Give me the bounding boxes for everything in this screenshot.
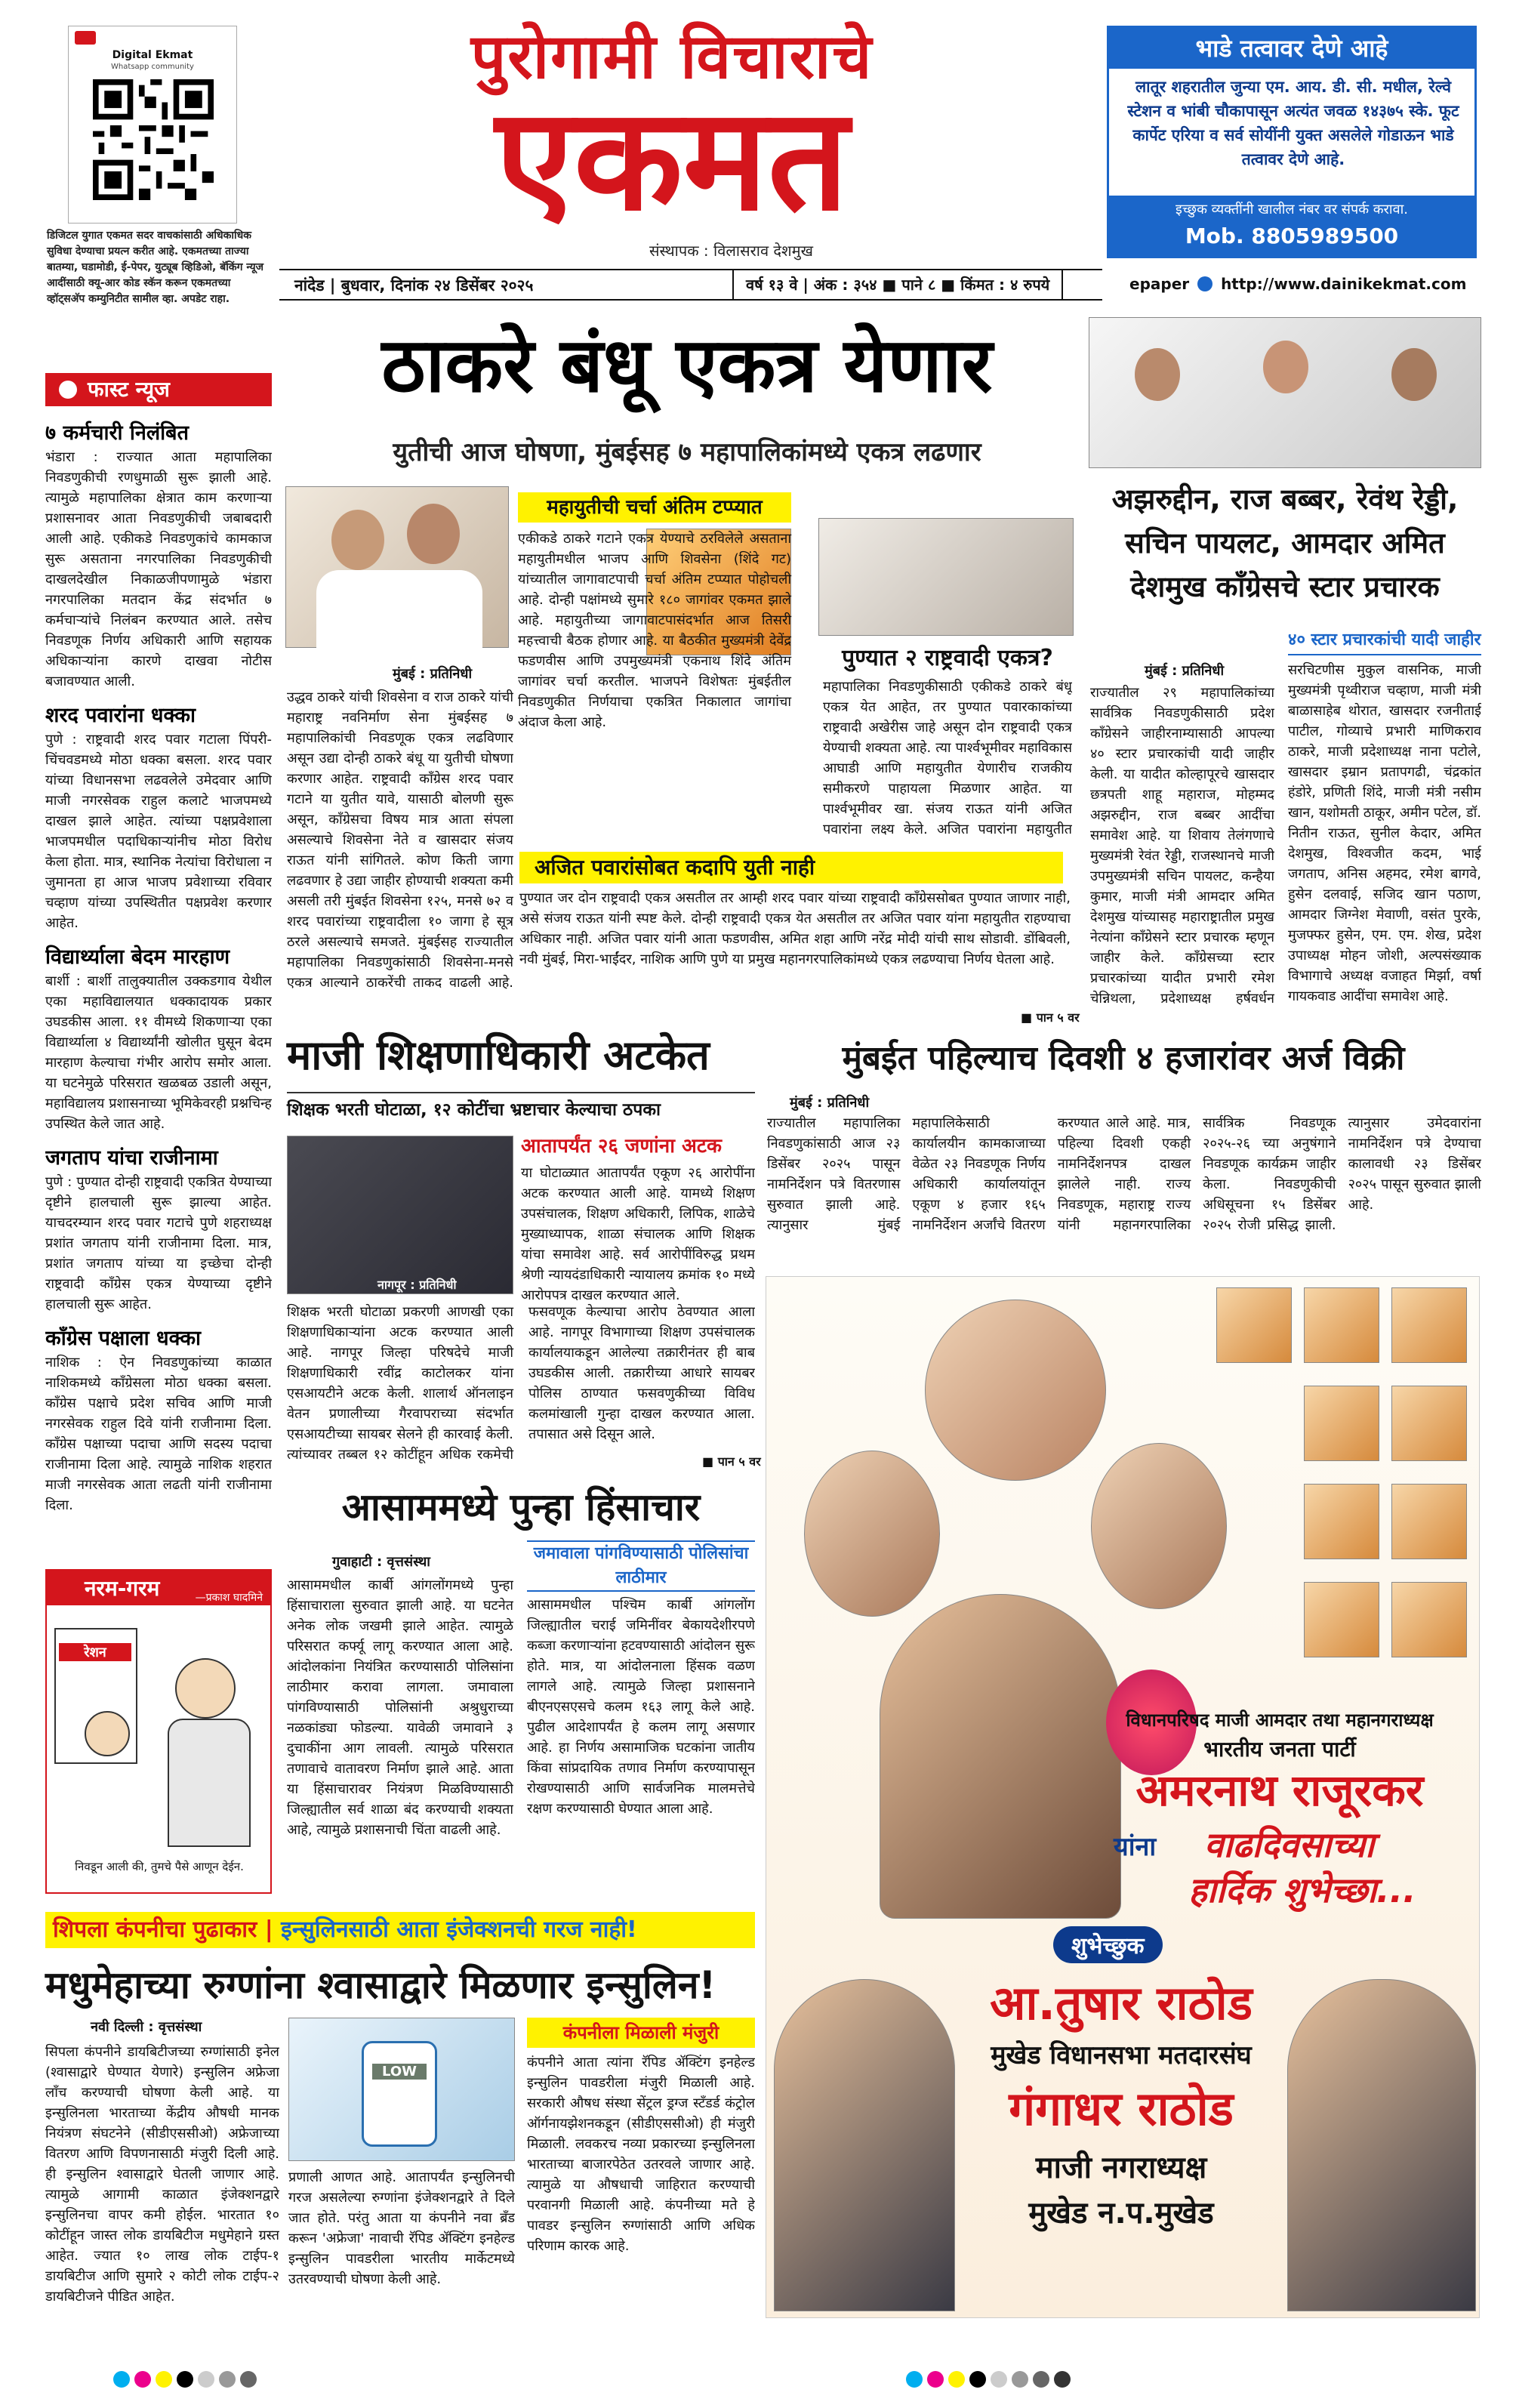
registration-dot [991,2371,1007,2388]
wisher-2-place: मुखेड न.प.मुखेड [1028,2196,1214,2231]
arrest-subhead: शिक्षक भरती घोटाळा, १२ कोटींचा भ्रष्टाचार केल्याचा ठपका [287,1092,755,1124]
ad-honoree-name: अमरनाथ राजूरकर [1135,1765,1424,1816]
fast-news-item [45,420,272,692]
arrest-byline: नागपूर : प्रतिनिधी [377,1278,457,1292]
registration-dot [927,2371,944,2388]
registration-marks-right [906,2371,1075,2391]
strip-left: शिपला कंपनीचा पुढाकार | [53,1916,273,1943]
insulin-body-2: प्रणाली आणत आहे. आतापर्यंत इन्सुलिनची गरज असलेल्या रुग्णांना इंजेक्शनद्वारे ते दिले जात होते. परंतु आता या कंपनीने नवा ब्रँड करून 'अफ्रेजा' नावाची रॅपिड ॲक्टिंग इनहेल्ड इन्सुलिन पावडरीला भारतीय मार्केटमध्ये उतरवण्याची घोषणा केली आहे. [288,2169,515,2287]
ad-top-footer [1109,196,1474,256]
leader-portrait [1391,1582,1467,1657]
assam-side-title: जमावाला पांगविण्यासाठी पोलिसांचा लाठीमार [527,1540,755,1592]
pawar-photo [818,518,1074,636]
wisher-2-name: गंगाधर राठोड [1009,2081,1234,2136]
forms-headline: मुंबईत पहिल्याच दिवशी ४ हजारांवर अर्ज विक्री [842,1039,1405,1078]
assam-body: आसाममधील कार्बी आंगलोंगमध्ये पुन्हा हिंसाचाराला सुरुवात झाली आहे. या घटनेत अनेक लोक जखमी झाले आहेत. त्यामुळे परिसरात कर्फ्यू लागू करण्यात आला आहे. आंदोलकांना नियंत्रित करण्यासाठी पोलिसांना लाठीमार करावा लागला. जमावाला पांगविण्यासाठी पोलिसांनी अश्रुधुराच्या नळकांड्या फोडल्या. यावेळी जमावाने ३ दुचाकींना आग लावली. त्यामुळे परिसरात तणावाचे वातावरण निर्माण झाले आहे. आता या हिंसाचारावर नियंत्रण मिळविण्यासाठी जिल्ह्यातील सर्व शाळा बंद करण्याची शक्यता आहे, त्यामुळे प्रशासनाची चिंता वाढली आहे. [287,1577,513,1838]
ad-top-mobile: Mob. 8805989500 [1185,224,1399,248]
mahayuti-box [518,492,791,849]
arrest-photo [287,1136,513,1294]
qr-code[interactable] [93,79,214,200]
ad-top-body: लातूर शहरातील जुन्या एम. आय. डी. सी. मधील, रेल्वे स्टेशन व भांबी चौकापासून अत्यंत जवळ १४३७५ स्के. फूट कार्पेट एरिया व सर्व सोयींनी युक्त असलेले गोडाऊन भाडे तत्वावर देणे आहे. [1127,78,1459,168]
insulin-byline: नवी दिल्ली : वृत्तसंस्था [91,2019,202,2035]
arrest-continued: ■ पान ५ वर [702,1454,761,1469]
qr-blurb: डिजिटल युगात एकमत सदर वाचकांसाठी अधिकाधिक सुविधा देण्याचा प्रयत्न करीत आहे. एकमतच्या ताज्या बातम्या, घडामोडी, ई-पेपर, युट्यूब व्हिडिओ, बॅकिंग न्यूज आदींसाठी क्यू-आर कोड स्कॅन करून एकमतच्या व्हॉट्सअ‍ॅप कम्युनिटीत सामील व्हा. अपडेट राहा. [47,230,263,305]
fast-news-body: बार्शी : बार्शी तालुक्यातील उक्कडगाव येथील एका महाविद्यालयात धक्कादायक प्रकार उघडकीस आला. ११ वीमध्ये शिकणाऱ्या एका विद्यार्थ्याला ४ विद्यार्थ्यांनी खोलीत घुसून बेदम मारहाण केल्याचा गंभीर आरोप समोर आला. या घटनेमुळे परिसरात खळबळ उडाली असून, महाविद्यालय प्रशासनाच्या भूमिकेवरही प्रश्नचिन्ह उपस्थित केले जात आहे. [45,973,272,1132]
founder-line: संस्थापक : विलासराव देशमुख [649,242,813,260]
leader-portrait [1391,1287,1467,1363]
cartoon-figure-1 [85,1711,130,1756]
arrest-headline: माजी शिक्षणाधिकारी अटकेत [287,1031,710,1079]
wisher-photo-1 [774,1979,955,2311]
masthead-title: एकमत [495,77,849,242]
leader-portrait [1304,1582,1379,1657]
dateline: नांदेड | बुधवार, दिनांक २४ डिसेंबर २०२५ [294,276,534,294]
cartoon-caption: निवडून आली की, तुमचे पैसे आणून देईन. [75,1860,244,1873]
portrait-grid [1216,1287,1473,1677]
registration-dot [113,2371,130,2388]
congress-body: राज्यातील २९ महापालिकांच्या सार्वत्रिक निवडणुकीसाठी प्रदेश काँग्रेसने जाहीरनाम्यासाठी आपल्या ४० स्टार प्रचारकांची यादी जाहीर केली. या यादीत कोल्हापूरचे खासदार छत्रपती शाहू महाराज, मोहम्मद अझरुद्दीन, राज बब्बर आदींचा समावेश आहे. या शिवाय तेलंगणाचे मुख्यमंत्री रेवंत रेड्डी, राजस्थानचे माजी उपमुख्यमंत्री सचिन पायलट, कन्हैया कुमार, माजी मंत्री आमदार अमित देशमुख यांच्यासह महाराष्ट्रातील प्रमुख नेत्यांना काँग्रेसने स्टार प्रचारक म्हणून जाहीर केले. काँग्रेसच्या स्टार प्रचारकांच्या यादीत प्रभारी रमेश चेन्निथला, प्रदेशाध्यक्ष हर्षवर्धन [1090,685,1274,1006]
leader-face [1135,348,1180,401]
congress-byline: मुंबई : प्रतिनिधी [1145,663,1225,679]
cartoon-artist: —प्रकाश घादमिने [195,1592,263,1604]
leader-face [1263,341,1308,393]
cartoon-body-2 [168,1719,251,1847]
forms-body: राज्यातील महापालिका निवडणुकांसाठी आज २३ डिसेंबर २०२५ पासून नामनिर्देशन पत्रे वितरणास सुरुवात झाली आहे. त्यानुसार मुंबई महापालिकेसाठी कार्यालयीन कामकाजाच्या वेळेत २३ निवडणूक निर्णय अधिकारी कार्यालयांतून एकूण ४ हजार १६५ नामनिर्देशन अर्जांचे वितरण करण्यात आले आहे. मात्र, पहिल्या दिवशी एकही नामनिर्देशनपत्र दाखल झालेले नाही. राज्य निवडणूक, महाराष्ट्र राज्य यांनी महानगरपालिका सार्वत्रिक निवडणूक २०२५-२६ च्या अनुषंगाने निवडणूक कार्यक्रम जाहीर केला. निवडणुकीची अधिसूचना १५ डिसेंबर २०२५ रोजी प्रसिद्ध झाली. त्यानुसार उमेदवारांना नामनिर्देशन पत्रे देण्याचा कालावधी २३ डिसेंबर २०२५ पासून सुरुवात झाली आहे. [767,1115,1481,1233]
insulin-box-body: कंपनीने आता त्यांना रॅपिड ॲक्टिंग इनहेल्ड इन्सुलिन पावडरीला मंजुरी मिळाली आहे. सरकारी औषध संस्था सेंट्रल ड्रग्ज स्टँडर्ड कंट्रोल ऑर्गनायझेशनकडून (सीडीएससीओ) ही मंजुरी मिळाली. लवकरच नव्या प्रकारच्या इन्सुलिनला भारताच्या बाजारपेठेत उतरवले जाणार आहे. त्यामुळे या औषधाची जाहिरात करण्याची परवानगी मिळाली आहे. कंपनीच्या मते हे पावडर इन्सुलिन रुग्णांसाठी आणि अधिक परिणाम कारक आहे. [527,2055,755,2254]
registration-dot [1054,2371,1071,2388]
registration-marks-left [113,2371,261,2391]
cartoon-figure-2 [175,1658,236,1719]
cartoon-drawing [54,1613,263,1855]
registration-dot [906,2371,923,2388]
registration-dot [240,2371,257,2388]
arrest-body: शिक्षक भरती घोटाळा प्रकरणी आणखी एका शिक्षणाधिकाऱ्यांना अटक करण्यात आली आहे. नागपूर जिल्हा परिषदेचे माजी शिक्षणाधिकारी रवींद्र काटोलकर यांना एसआयटीने अटक केली. शालार्थ ऑनलाइन वेतन प्रणालीच्या गैरवापराच्या संदर्भात एसआयटीच्या सायबर सेलने ही कारवाई केली. त्यांच्यावर तब्बल १२ कोटींहून अधिक रकमेची फसवणूक केल्याचा आरोप ठेवण्यात आला आहे. नागपूर विभागाच्या शिक्षण उपसंचालक कार्यालयाकडून आलेल्या तक्रारीनंतर ही बाब उघडकीस आली. तक्रारीच्या आधारे सायबर पोलिस ठाण्यात फसवणुकीच्या विविध कलमांखाली गुन्हा दाखल करण्यात आला. तपासात असे दिसून आले. [287,1304,755,1463]
congress-headline: अझरुद्दीन, राज बब्बर, रेवंथ रेड्डी, सचिन पायलट, आमदार अमित देशमुख काँग्रेसचे स्टार प्रचारक [1111,483,1459,603]
leader-portrait [1391,1484,1467,1559]
masthead-tagline: पुरोगामी विचाराचे [470,21,874,93]
ad-top[interactable] [1107,26,1477,258]
ad-greet-yanna: यांना [1114,1832,1157,1862]
fast-news-item [45,702,272,933]
ration-sign: रेशन [59,1643,131,1661]
congress-list-title: ४० स्टार प्रचारकांची यादी जाहीर [1288,627,1481,655]
ekmat-mini-logo [75,31,96,45]
registration-dot [219,2371,236,2388]
assam-headline: आसाममध्ये पुन्हा हिंसाचार [341,1485,701,1529]
ajit-body: पुण्यात जर दोन राष्ट्रवादी एकत्र असतील तर आम्ही शरद पवार यांच्या राष्ट्रवादी काँग्रेससोबत पुण्यात जाणार नाही, असे संजय राऊत यांनी स्पष्ट केले. दोन्ही राष्ट्रवादी एकत्र येत असतील तर अजित पवार यांना महायुतीत राहण्याचा अधिकार नाही. अजित पवार यांनी आता फडणवीस, अमित शहा आणि नरेंद्र मोदी यांची साथ सोडावी. डोंबिवली, नवी मुंबई, मिरा-भाईंदर, नाशिक आणि पुणे या प्रमुख महानगरपालिकांमध्ये एकत्र लढण्याचा निर्णय घेतला आहे. [519,890,1071,967]
ad-party: भारतीय जनता पार्टी [1203,1737,1356,1762]
globe-icon [1197,276,1212,291]
fast-news-item [45,1325,272,1515]
wisher-photo-2 [1287,1979,1476,2311]
fast-news-body: पुणे : राष्ट्रवादी शरद पवार गटाला पिंपरी-चिंचवडमध्ये मोठा धक्का बसला. शरद पवार यांच्या विधानसभा लढवलेले उमेदवार आणि माजी नगरसेवक राहुल कलाटे भाजपमध्ये दाखल झाले आहेत. त्यांच्या पक्षप्रवेशाला भाजपमधील पदाधिकाऱ्यांनीच मोठा विरोध केला होता. मात्र, स्थानिक नेत्यांचा विरोधाला न जुमानता हा आज भाजप प्रवेशाच्या रविवार चव्हाण यांच्या उपस्थितीत पक्षप्रवेश करणार आहेत. [45,732,272,931]
cartoon-box [45,1569,272,1894]
fast-news-title: शरद पवारांना धक्का [45,704,196,727]
registration-dot [969,2371,986,2388]
lead-body: उद्धव ठाकरे यांची शिवसेना व राज ठाकरे यांची महाराष्ट्र नवनिर्माण सेना मुंबईसह ७ महापालिकांची निवडणूक एकत्र लढविणार असून उद्या दोन्ही ठाकरे बंधू या युतीची घोषणा करणार आहेत. राष्ट्रवादी काँग्रेस शरद पवार गटाने या युतीत यावे, यासाठी बोलणी सुरू असून, काँग्रेसचा विषय मात्र आता संपला असल्याचे शिवसेना नेते व खासदार संजय राऊत यांनी सांगितले. कोण किती जागा लढवणार हे उद्या जाहीर होण्याची शक्यता कमी असली तरी मुंबईत शिवसेना १२५, मनसे ७२ व शरद पवारांच्या राष्ट्रवादीला १० जागा हे सूत्र ठरले असल्याचे समजते. मुंबईसह राज्यातील महापालिका निवडणुकांसाठी शिवसेना-मनसे एकत्र आल्याने ठाकरेंची ताकद वाढली आहे. [287,689,513,991]
assam-body-2: आसाममधील पश्चिम कार्बी आंगलोंग जिल्ह्यातील चराई जमिनींवर बेकायदेशीरपणे कब्जा करणाऱ्यांना हटवण्यासाठी आंदोलन सुरू होते. मात्र, या आंदोलनाला हिंसक वळण लागले आहे. त्यामुळे जिल्हा प्रशासनाने बीएनएसएसचे कलम १६३ लागू केले आहे. पुढील आदेशापर्यंत हे कलम लागू असणार आहे. हा निर्णय असामाजिक घटकांना जातीय किंवा सांप्रदायिक तणाव निर्माण करण्यापासून रोखण्यासाठी आणि सार्वजनिक मालमत्तेचे रक्षण करण्यासाठी घेण्यात आला आहे. [527,1597,755,1817]
arrest-box-title: आतापर्यंत २६ जणांना अटक [521,1135,722,1158]
lead-headline: ठाकरे बंधू एकत्र येणार [381,321,993,409]
registration-dot [1033,2371,1049,2388]
lead-continued: ■ पान ५ वर [1021,1010,1080,1025]
insulin-box-title: कंपनीला मिळाली मंजुरी [527,2018,755,2048]
ad-top-contact: इच्छुक व्यक्तींनी खालील नंबर वर संपर्क करावा. [1176,202,1408,217]
epaper-label: epaper [1129,275,1190,293]
leader-portrait [1304,1484,1379,1559]
registration-dot [948,2371,965,2388]
glucometer-reading: LOW [372,2064,427,2080]
fadnavis-portrait [925,1300,1106,1481]
registration-dot [156,2371,172,2388]
thackeray-photo [285,486,509,648]
dateline-bar [279,269,1102,301]
leader-face [1391,348,1437,401]
fast-news-header: फास्ट न्यूज [45,373,272,406]
mahayuti-title: महायुतीची चर्चा अंतिम टप्प्यात [518,492,791,523]
birthday-ad[interactable] [766,1276,1480,2318]
mahayuti-body: एकीकडे ठाकरे गटाने एकत्र येण्याचे ठरविलेले असताना महायुतीमधील भाजप आणि शिवसेना (शिंदे गट) यांच्यातील जागावाटपाची चर्चा अंतिम टप्प्यात पोहोचली आहे. दोन्ही पक्षांमध्ये सुमारे १८० जागांवर एकमत झाले आहे. महायुतीच्या जागावाटपासंदर्भात आज तिसरी महत्त्वाची बैठक होणार आहे. या बैठकीत मुख्यमंत्री देवेंद्र फडणवीस आणि उपमुख्यमंत्री एकनाथ शिंदे अंतिम जागांवर चर्चा करतील. भाजपने विशेषतः मुंबईतील निवडणुकीत निर्णयाचा एकत्रित निकालात जागांचा अंदाज केला आहे. [518,531,791,730]
glucometer-device [362,2041,437,2147]
fast-news-title: ७ कर्मचारी निलंबित [45,421,189,445]
wisher-1-name: आ.तुषार राठोड [990,1975,1253,2030]
assam-byline: गुवाहाटी : वृत्तसंस्था [332,1554,430,1570]
pune-body: महापालिका निवडणुकीसाठी एकीकडे ठाकरे बंधू एकत्र येत आहेत, तर पुण्यात पवारकाकांच्या राष्ट्रवादी अखेरीस जाहे असून दोन राष्ट्रवादी एकत्र येण्याची शक्यता आहे. त्या पार्श्वभूमीवर महाविकास आघाडी आणि महायुतीत येणारीच राजकीय समीकरणे पाहायला मिळणार आहेत. या पार्श्वभूमीवर खा. संजय राऊत यांनी अजित पवारांना लक्ष्य केले. अजित पवारांना महायुतीत [823,679,1072,837]
qr-box [68,26,237,224]
wisher-2-role: माजी नगराध्यक्ष [1035,2151,1207,2185]
cartoon-title: नरम-गरम [85,1576,160,1601]
photo-face-1 [331,510,384,570]
ad-greet-birthday: वाढदिवसाच्या [1204,1824,1375,1865]
pune-title: पुण्यात २ राष्ट्रवादी एकत्र? [842,645,1053,671]
leader-portrait [1304,1386,1379,1461]
registration-dot [1012,2371,1028,2388]
photo-face-2 [407,504,460,564]
lead-subhead: युतीची आज घोषणा, मुंबईसह ७ महापालिकांमध्ये एकत्र लढणार [393,437,981,467]
fast-news-title: काँग्रेस पक्षाला धक्का [45,1327,202,1350]
insulin-headline: मधुमेहाच्या रुग्णांना श्वासाद्वारे मिळणार इन्सुलिन! [45,1963,716,2007]
forms-byline: मुंबई : प्रतिनिधी [790,1095,870,1111]
ad-greet-wishes: हार्दिक शुभेच्छा... [1188,1870,1416,1910]
leader-portrait [1304,1287,1379,1363]
fast-news-body: भंडारा : राज्यात आता महापालिका निवडणुकीची रणधुमाळी सुरू झाली आहे. त्यामुळे महापालिका क्षेत्रात काम करणाऱ्या प्रशासनावर आता निवडणुकीची जबाबदारी आली आहे. एकीकडे निवडणुकांचे कामकाज सुरू असताना नगरपालिका निवडणुकीची दाखलदेखील निकाळजीपणामुळे भंडारा नगरपालिका मतदान केंद्र संदर्भात ७ कर्मचाऱ्यांचे निलंबन करण्यात आले. तसेच निवडणूक निर्णय अधिकारी आणि सहायक अधिकाऱ्यांना कारणे दाखवा नोटीस बजावण्यात आली. [45,449,272,689]
insulin-strip [45,1912,755,1948]
leader-portrait [1216,1287,1292,1363]
lead-byline: मुंबई : प्रतिनिधी [393,666,473,682]
edition-meta: वर्ष १३ वे | अंक : ३५४ ■ पाने ८ ■ किंमत : ४ रुपये [732,270,1063,299]
strip-right: इन्सुलिनसाठी आता इंजेक्शनची गरज नाही! [281,1916,637,1943]
leader-portrait [1391,1386,1467,1461]
ajit-title: अजित पवारांसोबत कदापि युती नाही [519,852,1063,883]
registration-dot [134,2371,151,2388]
leader-portrait-right [1091,1443,1227,1609]
epaper-line[interactable] [1129,275,1466,293]
fast-news-item [45,944,272,1134]
wisher-badge: शुभेच्छुक [1053,1926,1163,1963]
qr-label: Digital Ekmat [112,49,193,61]
fast-news-item [45,1145,272,1315]
ad-role: विधानपरिषद माजी आमदार तथा महानगराध्यक्ष [1126,1710,1434,1731]
wisher-1-role: मुखेड विधानसभा मतदारसंघ [991,2040,1252,2070]
arrest-box-body: या घोटाळ्यात आतापर्यंत एकूण २६ आरोपींना अटक करण्यात आली आहे. यामध्ये शिक्षण उपसंचालक, शिक्षण अधिकारी, लिपिक, शाळेचे मुख्याध्यापक, शाळा संचालक आणि शिक्षक यांचा समावेश आहे. सर्व आरोपींविरुद्ध प्रथम श्रेणी न्यायदंडाधिकारी न्यायालय क्रमांक १० मध्ये आरोपपत्र दाखल करण्यात आले. [521,1165,755,1303]
congress-leaders-photo [1089,317,1481,468]
fast-news-body: नाशिक : ऐन निवडणुकांच्या काळात नाशिकमध्ये काँग्रेसला मोठा धक्का बसला. काँग्रेस पक्षाचे प्रदेश सचिव आणि माजी नगरसेवक राहुल दिवे यांनी राजीनामा दिला. काँग्रेस पक्षाच्या पदाचा आणि सदस्य पदाचा राजीनामा दिला आहे. त्यामुळे नाशिक शहरात माजी नगरसेवक आता लढती यांनी राजीनामा दिला. [45,1355,272,1513]
fast-news-list [45,414,272,1562]
congress-list-body: सरचिटणीस मुकुल वासनिक, माजी मुख्यमंत्री पृथ्वीराज चव्हाण, माजी मंत्री बाळासाहेब थोरात, खासदार रजनीताई पाटील, गोव्याचे प्रभारी माणिकराव ठाकरे, माजी प्रदेशाध्यक्ष नाना पटोले, खासदार इम्रान प्रतापगढी, चंद्रकांत हंडोरे, प्रणिती शिंदे, माजी मंत्री नसीम खान, यशोमती ठाकूर, अमीन पटेल, डॉ. नितीन राऊत, सुनील केदार, अमित देशमुख, विश्वजीत कदम, भाई जगताप, अनिस अहमद, रमेश बागवे, हुसेन दलवाई, सजिद खान पठाण, आमदार जिग्नेश मेवाणी, वसंत पुरके, मुजफ्फर हुसेन, एम. एम. शेख, प्रदेश उपाध्यक्ष मोहन जोशी, अल्पसंख्याक विभागाचे अध्यक्ष वजाहत मिर्झा, वर्षा गायकवाड आदींचा समावेश आहे. [1288,662,1481,1004]
website-link[interactable]: http://www.dainikekmat.com [1221,275,1467,293]
fast-news-title: जगताप यांचा राजीनामा [45,1146,218,1170]
insulin-body: सिपला कंपनीने डायबिटीजच्या रुग्णांसाठी इनेल (श्वासाद्वारे घेण्यात येणारे) इन्सुलिन अफ्रेजा लाँच करण्याची घोषणा केली आहे. या इन्सुलिनला भारताच्या केंद्रीय औषधी मानक नियंत्रण संघटनेने (सीडीएससीओ) अफ्रेजाच्या वितरण आणि विपणनासाठी मंजुरी दिली आहे. ही इन्सुलिन श्वासाद्वारे घेतली जाणार आहे. त्यामुळे आगामी काळात इंजेक्शनद्वारे इन्सुलिनचा वापर कमी होईल. भारतात १० कोटींहून जास्त लोक डायबिटीज मधुमेहाने ग्रस्त आहेत. ज्यात १० लाख लोक टाईप-१ डायबिटीज आणि सुमारे २ कोटी लोक टाईप-२ डायबिटीजने पीडित आहेत. [45,2044,279,2305]
registration-dot [198,2371,214,2388]
registration-dot [177,2371,193,2388]
leader-portrait-left [804,1451,940,1617]
chevron-icon [59,381,77,399]
fast-news-title: विद्यार्थ्याला बेदम मारहाण [45,945,230,969]
qr-sublabel: Whatsapp community [111,63,194,71]
photo-body [316,570,482,649]
ad-top-title: भाडे तत्वावर देणे आहे [1109,28,1474,69]
fast-news-body: पुणे : पुण्यात दोन्ही राष्ट्रवादी एकत्रित येण्याच्या दृष्टीने हालचाली सुरू झाल्या आहेत. याचदरम्यान शरद पवार गटाचे पुणे शहराध्यक्ष प्रशांत जगताप यांनी राजीनामा दिला. मात्र, प्रशांत जगताप यांच्या या इच्छेचा दोन्ही राष्ट्रवादी काँग्रेस एकत्र येण्याच्या दृष्टीने हालचाली सुरू आहेत. [45,1174,272,1312]
glucometer-photo [288,2018,515,2161]
cartoon-header [47,1571,270,1605]
